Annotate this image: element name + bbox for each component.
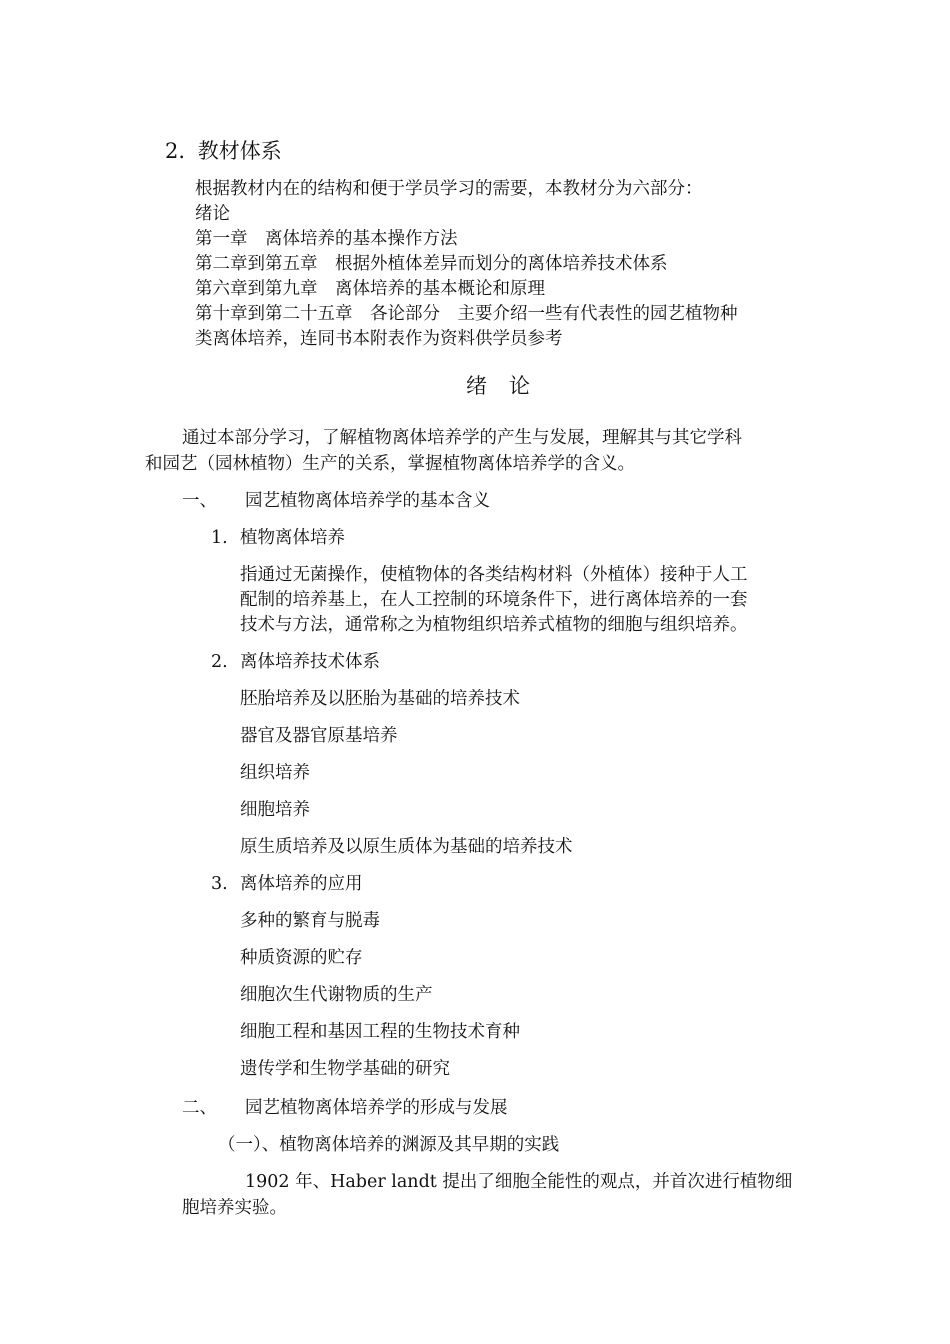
- list-item: 细胞次生代谢物质的生产: [240, 985, 433, 1005]
- subsection-heading: （一）、植物离体培养的渊源及其早期的实践: [218, 1135, 560, 1155]
- part-one-marker: 一、: [182, 491, 217, 511]
- part-line: 第六章到第九章 离体培养的基本概论和原理: [195, 279, 545, 299]
- list-item: 种质资源的贮存: [240, 948, 363, 968]
- intro-paragraph-line: 通过本部分学习，了解植物离体培养学的产生与发展，理解其与其它学科: [182, 428, 742, 448]
- chapter-title: 绪论: [466, 374, 552, 398]
- part-one-title: 园艺植物离体培养学的基本含义: [245, 491, 490, 511]
- list-item: 原生质培养及以原生质体为基础的培养技术: [240, 837, 573, 857]
- item-title: 植物离体培养: [240, 528, 345, 548]
- list-item: 多种的繁育与脱毒: [240, 911, 380, 931]
- list-item: 胚胎培养及以胚胎为基础的培养技术: [240, 689, 520, 709]
- list-item: 组织培养: [240, 763, 310, 783]
- part-line: 第二章到第五章 根据外植体差异而划分的离体培养技术体系: [195, 254, 668, 274]
- definition-line: 配制的培养基上，在人工控制的环境条件下，进行离体培养的一套: [240, 590, 748, 610]
- history-paragraph-line: 1902 年、Haber landt 提出了细胞全能性的观点，并首次进行植物细: [245, 1172, 793, 1192]
- part-two-marker: 二、: [182, 1098, 217, 1118]
- list-item: 器官及器官原基培养: [240, 726, 398, 746]
- part-line: 绪论: [195, 204, 230, 224]
- intro-paragraph-line: 和园艺（园林植物）生产的关系，掌握植物离体培养学的含义。: [145, 454, 635, 474]
- item-number: 3.: [211, 874, 228, 894]
- item-title: 离体培养的应用: [240, 874, 363, 894]
- item-title: 离体培养技术体系: [240, 652, 380, 672]
- definition-line: 指通过无菌操作，使植物体的各类结构材料（外植体）接种于人工: [240, 565, 748, 585]
- list-item: 遗传学和生物学基础的研究: [240, 1059, 450, 1079]
- part-two-title: 园艺植物离体培养学的形成与发展: [245, 1098, 508, 1118]
- item-number: 1.: [211, 528, 228, 548]
- part-line: 第十章到第二十五章 各论部分 主要介绍一些有代表性的园艺植物种: [195, 304, 738, 324]
- list-item: 细胞工程和基因工程的生物技术育种: [240, 1022, 520, 1042]
- definition-line: 技术与方法，通常称之为植物组织培养式植物的细胞与组织培养。: [240, 615, 748, 635]
- history-paragraph-line: 胞培养实验。: [182, 1198, 287, 1218]
- section-number: 2.: [165, 139, 186, 163]
- list-item: 细胞培养: [240, 800, 310, 820]
- section-heading: [165, 137, 282, 165]
- section-title: 教材体系: [197, 139, 282, 163]
- part-line: 类离体培养，连同书本附表作为资料供学员参考: [195, 329, 563, 349]
- section-intro: 根据教材内在的结构和便于学员学习的需要，本教材分为六部分：: [195, 179, 703, 199]
- part-line: 第一章 离体培养的基本操作方法: [195, 229, 458, 249]
- item-number: 2.: [211, 652, 228, 672]
